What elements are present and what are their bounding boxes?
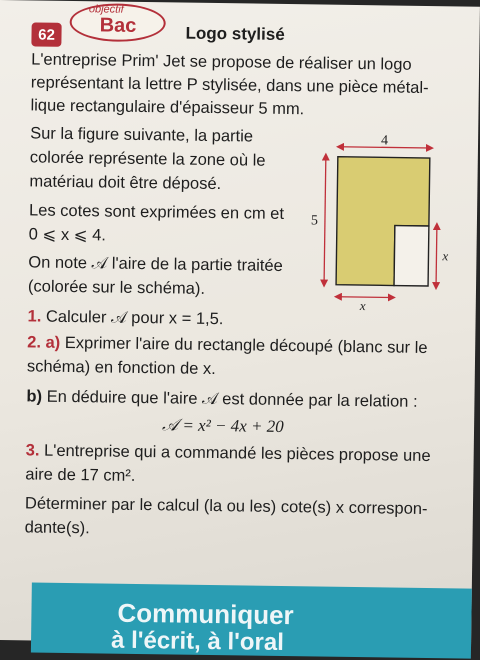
description-line: Les cotes sont exprimées en cm et [28,201,285,223]
label-right: x [442,248,449,264]
question-1-number: 1. [27,307,42,326]
badge-top-label: objectif [88,3,124,16]
badge-main-label: Bac [99,14,137,37]
description-line: On note 𝒜 l'aire de la partie traitée [28,253,283,275]
exercise-title: Logo stylisé [185,23,285,44]
question-3-line3: Déterminer par le calcul (la ou les) cote(s) x correspon- [24,494,428,519]
question-2b-number: b) [26,387,43,406]
question-3-number: 3. [25,441,40,460]
question-3-line2: aire de 17 cm². [25,465,136,485]
intro-line: représentant la lettre P stylisée, dans une pièce métal- [30,73,429,97]
label-left: 5 [310,213,319,229]
intro-line: lique rectangulaire d'épaisseur 5 mm. [30,96,305,119]
description-line: Sur la figure suivante, la partie [30,124,254,146]
question-2a-number: 2. a) [27,333,61,352]
description-line: colorée représente la zone où le [29,148,266,170]
description-line: (colorée sur le schéma). [27,277,206,298]
dimension-arrow-right [436,226,437,286]
footer-subheading: à l'écrit, à l'oral [110,626,285,657]
description-line: matériau doit être déposé. [29,172,222,194]
description-line: 0 ⩽ x ⩽ 4. [28,225,107,245]
question-3-line1: L'entreprise qui a commandé les pièces propose une [43,441,431,466]
white-cutout [394,226,429,286]
question-2a-line2: schéma) en fonction de x. [26,357,216,379]
intro-line: L'entreprise Prim' Jet se propose de réaliser un logo [31,50,412,74]
label-bottom: x [359,298,366,314]
question-1 [27,308,223,327]
p-logo-figure [306,132,458,314]
question-2b-text: En déduire que l'aire 𝒜 est donnée par la relation : [46,387,418,411]
question-1-text: Calculer 𝒜 pour x = 1,5. [45,307,224,329]
question-3 [26,442,431,464]
label-top: 4 [380,133,389,149]
question-3-line4: dante(s). [24,518,90,538]
question-2a [27,334,427,356]
formula: 𝒜 = x² − 4x + 20 [161,415,284,437]
question-2b [26,388,417,410]
footer-heading: Communiquer [117,597,294,631]
exercise-number: 62 [31,22,61,46]
dimension-arrow-left [324,157,326,284]
question-2a-line1: Exprimer l'aire du rectangle découpé (blanc sur le [64,333,428,358]
